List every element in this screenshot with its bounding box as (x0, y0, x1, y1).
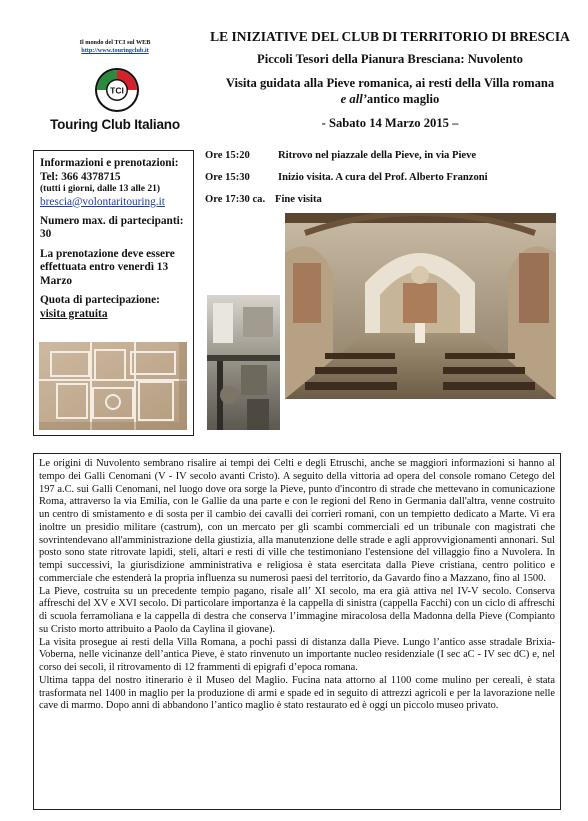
schedule-row (205, 193, 565, 215)
fee-label: Quota di partecipazione: (40, 294, 160, 306)
page-header (200, 28, 580, 131)
web-url-link[interactable]: http://www.touringclub.it (81, 47, 149, 54)
max-participants-value: 30 (40, 228, 52, 240)
web-label: Il mondo del TCI sul WEB (79, 39, 151, 46)
page-title: LE INIZIATIVE DEL CLUB DI TERRITORIO DI BRESCIA (210, 29, 570, 44)
visit-line-2 (200, 91, 580, 107)
schedule-time: Ore 17:30 ca. (205, 194, 266, 205)
paragraph-villa: La visita prosegue ai resti della Villa Romana, a pochi passi di distanza dalla Pieve. Lungo l’antico asse stradale Brixia-Voberna, nelle vicinanze dell’antica Pieve, è stato rinvenuto un importante nucleo residenziale (I sec aC - IV sec dC) e, nel corso dei secoli, il ritrovamento di 12 frammenti di epigrafi d’epoca romana. (39, 636, 555, 673)
schedule-event: Ritrovo nel piazzale della Pieve, in via Pieve (278, 150, 477, 161)
schedule-time: Ore 15:20 (205, 150, 250, 161)
visit-line-2-rest: antico maglio (366, 92, 440, 106)
paragraph-maglio: Ultima tappa del nostro itinerario è il Museo del Maglio. Fucina nata attorno al 1100 come mulino per cereali, è stata trasformata nel 1400 in maglio per la produzione di armi e spade ed in seguito di attrezzi agricoli e per la lavorazione nelle cave di marmo. Dopo anni di abbandono l’antico maglio è stato restaurato ed è oggi un piccolo museo privato. (39, 674, 555, 712)
page-subtitle: Piccoli Tesori della Pianura Bresciana: Nuvolento (257, 52, 523, 66)
schedule-time: Ore 15:30 (205, 172, 250, 183)
event-date: - Sabato 14 Marzo 2015 – (321, 116, 459, 130)
info-phone: Tel: 366 4378715 (40, 170, 121, 183)
visit-line-2-italic: e all’ (340, 92, 367, 106)
club-name: Touring Club Italiano (50, 117, 180, 132)
ruins-photo (207, 295, 280, 430)
fee-value: visita gratuita (40, 307, 108, 320)
schedule-row (205, 149, 565, 171)
info-label: Informazioni e prenotazioni: (40, 157, 179, 169)
info-hours: (tutti i giorni, dalle 13 alle 21) (40, 184, 161, 194)
tci-web-block (40, 39, 190, 55)
schedule-event: Fine visita (275, 194, 322, 205)
schedule-event: Inizio visita. A cura del Prof. Alberto Franzoni (278, 172, 488, 183)
max-participants-label: Numero max. di partecipanti: (40, 214, 184, 227)
paragraph-pieve: La Pieve, costruita su un precedente tempio pagano, risale all’ XI secolo, ma era già attiva nel IV-V secolo. Conserva affreschi del XV e XVI secolo. Di particolare importanza è la cappella di sinistra (cappella Facchi) con un ciclo di affreschi di scuola ferramoliana e la cappella di destra che conserva l’immagine miracolosa della Madonna della Pieve (Compianto su Cristo morto attribuito a Paolo da Caylina il giovane). (39, 585, 555, 635)
schedule-row (205, 171, 565, 193)
schedule-list (205, 149, 565, 215)
tci-logo-icon (94, 67, 140, 113)
church-interior-photo (285, 213, 556, 399)
logo-text: TCI (110, 85, 124, 96)
booking-deadline: La prenotazione deve essere effettuata entro venerdì 13 Marzo (40, 247, 175, 287)
villa-plan-image (39, 342, 187, 430)
visit-line-1: Visita guidata alla Pieve romanica, ai resti della Villa romana (225, 76, 555, 90)
info-email-link[interactable]: brescia@volontaritouring.it (40, 195, 165, 208)
paragraph-origins: Le origini di Nuvolento sembrano risalire ai tempi dei Celti e degli Etruschi, anche se maggiori informazioni si hanno al tempo dei Galli Cenomani (V - IV secolo avanti Cristo). A seguito della vittoria ad opera del console romano Cetego del 197 a.C. sui Galli Cenomani, nel luogo dove ora sorge la Pieve, punto d'incontro di strade che mettevano in comunicazione Roma, attraverso la via Emilia, con le Gallie da una parte e con le regioni del Reno in Germania dall'altra, venne costruito un centro di smistamento e di sosta per il cambio dei cavalli dei corrieri romani, con un tempietto dedicato a Marte. Vi era inoltre un presidio militare (castrum), con un mercato per gli scambi commerciali ed un tribunale con magistrati che sovrintendevano all'amministrazione della giustizia, alla manutenzione delle strade e agli approvvigionamenti annonari. Sul posto sono state ritrovate lapidi, steli, altari e resti di ville che testimoniano l'estensione del villaggio fino a Nuvolera. In tempi successivi, la giurisdizione amministrativa e religiosa è stata esercitata dalla Pieve cristiana, centro politico e commerciale che estenderà la propria influenza su numerosi paesi del territorio, da Gavardo fino a Mazzano, fino al 1500. (39, 458, 555, 584)
description-box (33, 453, 561, 810)
